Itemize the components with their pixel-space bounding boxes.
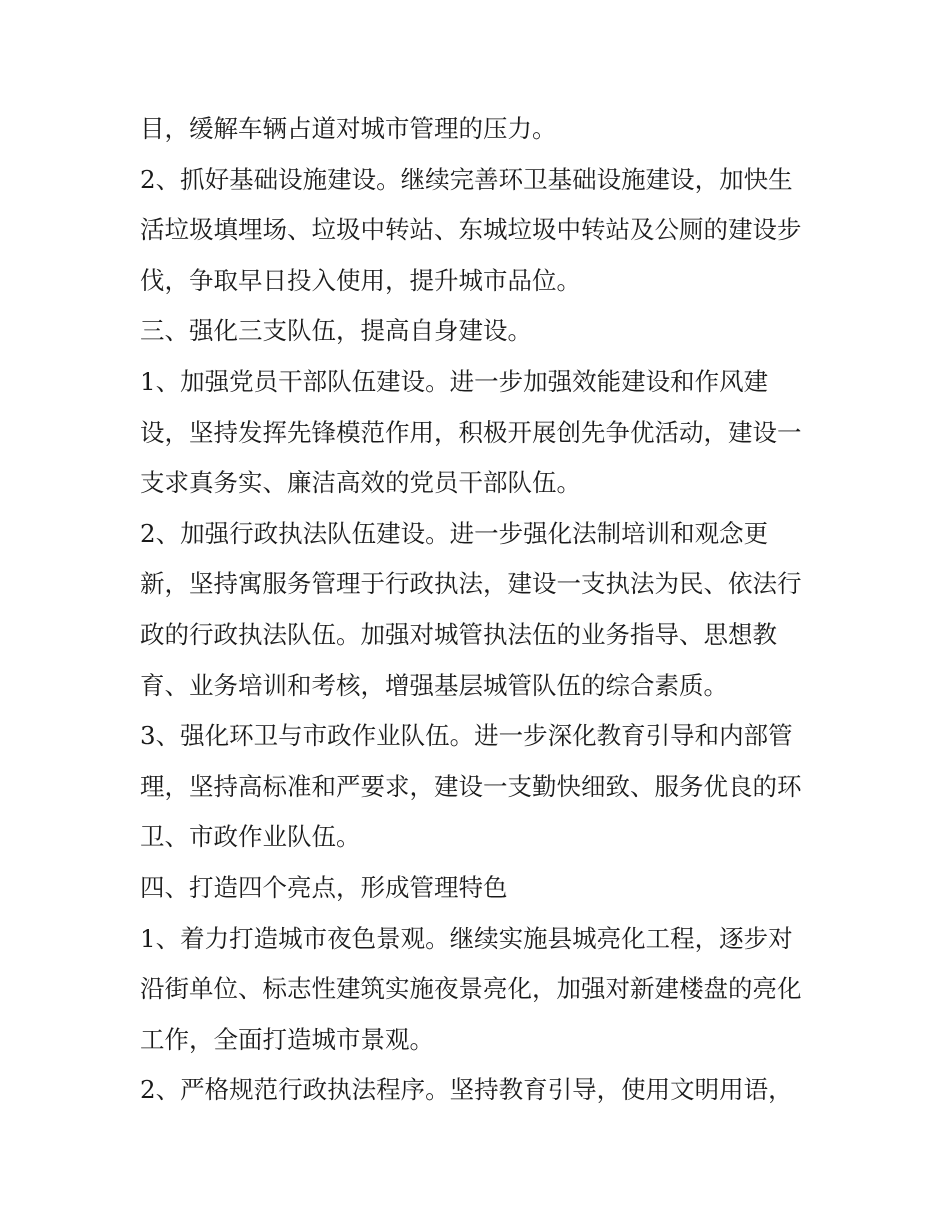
text-line: 设，坚持发挥先锋模范作用，积极开展创先争优活动，建设一 — [140, 417, 802, 447]
text-line: 新，坚持寓服务管理于行政执法，建设一支执法为民、依法行 — [140, 569, 802, 599]
text-line: 政的行政执法队伍。加强对城管执法伍的业务指导、思想教 — [140, 619, 777, 649]
text-line: 1、着力打造城市夜色景观。继续实施县城亮化工程，逐步对 — [140, 923, 793, 953]
text-line: 伐，争取早日投入使用，提升城市品位。 — [140, 265, 581, 295]
text-line: 目，缓解车辆占道对城市管理的压力。 — [140, 114, 557, 143]
text-line: 工作，全面打造城市景观。 — [140, 1024, 434, 1054]
text-line: 1、加强党员干部队伍建设。进一步加强效能建设和作风建 — [140, 366, 769, 396]
text-line: 卫、市政作业队伍。 — [140, 822, 361, 852]
text-line: 育、业务培训和考核，增强基层城管队伍的综合素质。 — [140, 670, 728, 700]
section-heading: 四、打造四个亮点，形成管理特色 — [140, 872, 508, 902]
text-line: 2、加强行政执法队伍建设。进一步强化法制培训和观念更 — [140, 518, 769, 548]
text-line: 2、抓好基础设施建设。继续完善环卫基础设施建设，加快生 — [140, 164, 793, 194]
text-line: 3、强化环卫与市政作业队伍。进一步深化教育引导和内部管 — [140, 721, 793, 751]
section-heading: 三、强化三支队伍，提高自身建设。 — [140, 316, 532, 346]
text-line: 理，坚持高标准和严要求，建设一支勤快细致、服务优良的环 — [140, 771, 802, 801]
text-line: 2、严格规范行政执法程序。坚持教育引导，使用文明用语， — [140, 1075, 793, 1105]
text-line: 活垃圾填埋场、垃圾中转站、东城垃圾中转站及公厕的建设步 — [140, 215, 802, 245]
document-body — [140, 104, 820, 1116]
text-line: 支求真务实、廉洁高效的党员干部队伍。 — [140, 468, 581, 498]
text-line: 沿街单位、标志性建筑实施夜景亮化，加强对新建楼盘的亮化 — [140, 974, 802, 1004]
